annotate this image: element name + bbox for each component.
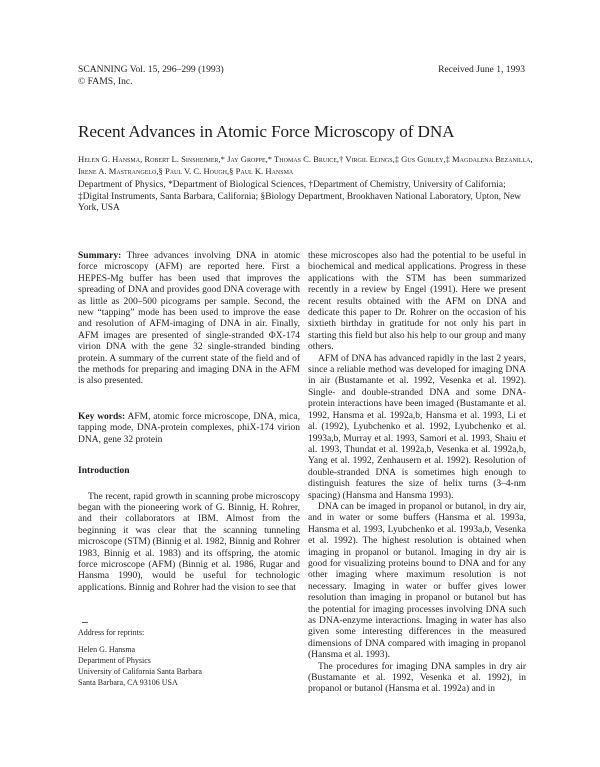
summary-text: Three advances involving DNA in atomic force microscopy (AFM) are reported here. First a HEPES-Mg buffer has been used that improves the spreading of DNA and provides good DNA coverage with as little as 200–500 picograms per sample. Second, the new “tapping” mode has been used to improve the ease and resolution of AFM-imaging of DNA in air. Finally, AFM images are presented of single-stranded ΦX-174 virion DNA with the gene 32 single-stranded binding protein. A summary of the current state of the field and of the methods for preparing and imaging DNA in the AFM is also presented. (78, 251, 300, 387)
reprint-label: Address for reprints: (78, 628, 145, 637)
summary (78, 251, 300, 388)
keywords (78, 412, 300, 446)
author-list: Helen G. Hansma, Robert L. Sinsheimer,* Jay Groppe,* Thomas C. Bruice,† Virgil Elings,‡ Gus Gurley,‡ Magdalena Bezanilla, Irene A. Mastrangelo,§ Paul V. C. Hough,§ Paul K. Hansma (78, 154, 533, 176)
footnote-rule (82, 622, 88, 623)
keywords-label: Key words: (78, 411, 126, 422)
left-column (78, 251, 300, 595)
summary-label: Summary: (78, 251, 122, 261)
intro-paragraph-2: AFM of DNA has advanced rapidly in the last 2 years, since a reliable method was developed for imaging DNA in air (Bustamante et al. 1992, Vesenka et al. 1992). Single- and double-stranded DNA and some DNA-protein interactions have been imaged (Bustamante et al. 1992, Hansma et al. 1992a,b, Hansma et al. 1993, Li et al. (1992), Lyubchenko et al. 1992, Lyubchenko et al. 1993a,b, Murray et al. 1993, Samori et al. 1993, Shaiu et al. 1993, Thundat et al. 1992a,b, Vesenka et al. 1992a,b, Yang et al. 1992, Zenhausern et al. 1992). Resolution of double-stranded DNA is sometimes high enough to distinguish features the size of helix turns (3–4-nm spacing) (Hansma and Hansma 1993). (308, 353, 526, 501)
received-date: Received June 1, 1993 (438, 64, 525, 75)
section-heading-introduction: Introduction (78, 466, 130, 477)
paper-title: Recent Advances in Atomic Force Microscopy of DNA (78, 122, 455, 141)
intro-paragraph-1: The recent, rapid growth in scanning probe microscopy began with the pioneering work of G. Binnig, H. Rohrer, and their collaborators at IBM. Almost from the beginning it was clear that the scanning tunneling microscope (STM) (Binnig et al. 1982, Binnig and Rohrer 1983, Binnig et al. 1983) and its offspring, the atomic force microscope (AFM) (Binnig et al. 1986, Rugar and Hansma 1990), would be useful for technologic applications. Binnig and Rohrer had the vision to see that (78, 491, 300, 593)
address-line: Department of Physics (78, 656, 151, 665)
publisher: © FAMS, Inc. (78, 75, 133, 87)
intro-paragraph-4: The procedures for imaging DNA samples in dry air (Bustamante et al. 1992, Vesenka et al. 1992), in propanol or butanol (Hansma et al. 1992a) and in (308, 661, 526, 695)
address-line: Helen G. Hansma (78, 645, 136, 654)
journal-volume: SCANNING Vol. 15, 296–299 (1993) (78, 64, 224, 75)
reprint-address (78, 644, 300, 688)
affiliations: Department of Physics, *Department of Biological Sciences, †Department of Chemistry, University of California; ‡Digital Instruments, Santa Barbara, California; §Biology Department, Brookhaven National Laboratory, Upton, New York, USA (78, 180, 522, 213)
address-line: Santa Barbara, CA 93106 USA (78, 678, 178, 687)
intro-paragraph-3: DNA can be imaged in propanol or butanol, in dry air, and in water or some buffers (Hansma et al. 1993a, Hansma et al. 1993, Lyubchenko et al. 1993a,b, Vesenka et al. 1992). The highest resolution is obtained when imaging in propanol or butanol. Imaging in dry air is good for visualizing proteins bound to DNA and for any other imaging where maximum resolution is not necessary. Imaging in water or buffer gives lower resolution than imaging in propanol or butanol but has the potential for imaging processes involving DNA such as DNA-enzyme interactions. Imaging in water has also given some interesting differences in the measured dimensions of DNA compared with imaging in propanol (Hansma et al. 1993). (308, 501, 526, 661)
journal-citation (78, 64, 224, 87)
right-column (308, 251, 526, 696)
keywords-text: AFM, atomic force microscope, DNA, mica, tapping mode, DNA-protein complexes, phiX-174 virion DNA, gene 32 protein (78, 411, 300, 445)
address-line: University of California Santa Barbara (78, 667, 202, 676)
intro-paragraph-1-continued: these microscopes also had the potential to be useful in biochemical and medical applications. Progress in these applications with the STM has been summarized recently in a review by Engel (1991). Here we present recent results obtained with the AFM on DNA and dedicate this paper to Dr. Rohrer on the occasion of his sixtieth birthday in gratitude for not only his part in starting this field but also his help to our group and many others. (308, 251, 526, 353)
reprint-footnote (78, 622, 300, 688)
